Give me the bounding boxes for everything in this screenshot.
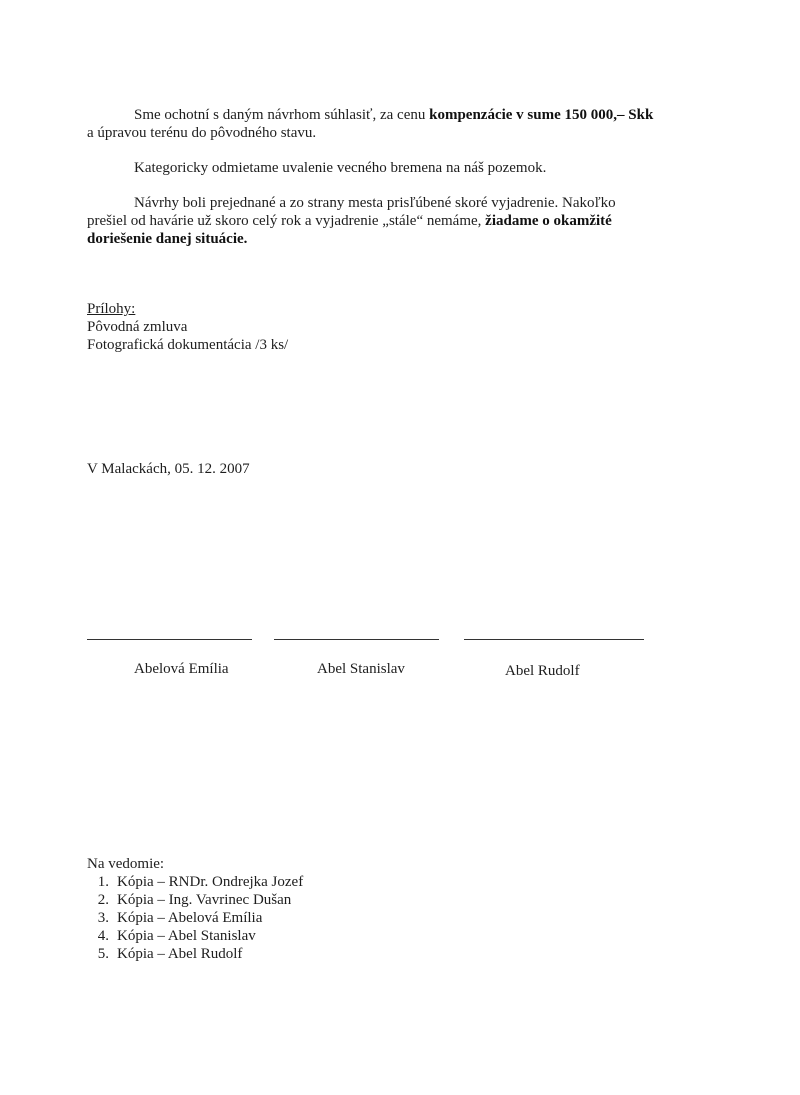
paragraph3-line2 — [87, 212, 612, 230]
copy-list-item — [87, 891, 291, 909]
signature-line-1 — [87, 639, 252, 640]
signature-line-3 — [464, 639, 644, 640]
paragraph1-line1-text: Sme ochotní s daným návrhom súhlasiť, za cenu — [134, 107, 430, 123]
copy-number: 3. — [97, 910, 109, 926]
attachment-item: Pôvodná zmluva — [87, 319, 188, 335]
copy-number: 4. — [97, 928, 109, 944]
paragraph3-line1: Návrhy boli prejednané a zo strany mesta prisľúbené skoré vyjadrenie. Nakoľko — [134, 195, 616, 211]
copy-text: Kópia – Abel Stanislav — [117, 928, 256, 944]
paragraph1-line2: a úpravou terénu do pôvodného stavu. — [87, 125, 317, 141]
signature-name: Abelová Emília — [134, 661, 229, 677]
signature-name: Abel Stanislav — [317, 661, 405, 677]
copy-list-item — [87, 945, 242, 963]
paragraph1-line1 — [134, 106, 653, 124]
copy-list-item — [87, 909, 262, 927]
demand-text: žiadame o okamžité — [485, 213, 612, 229]
signature-line-2 — [274, 639, 439, 640]
copy-text: Kópia – Ing. Vavrinec Dušan — [117, 892, 292, 908]
paragraph2-line1: Kategoricky odmietame uvalenie vecného bremena na náš pozemok. — [134, 160, 547, 176]
copy-text: Kópia – RNDr. Ondrejka Jozef — [117, 874, 304, 890]
demand-text-cont: doriešenie danej situácie. — [87, 231, 248, 247]
attachments-heading: Prílohy: — [87, 301, 136, 317]
attachment-item: Fotografická dokumentácia /3 ks/ — [87, 337, 289, 353]
place-date: V Malackách, 05. 12. 2007 — [87, 461, 250, 477]
copy-text: Kópia – Abel Rudolf — [117, 946, 243, 962]
paragraph3-line2-text: prešiel od havárie už skoro celý rok a vyjadrenie „stále“ nemáme, — [87, 213, 486, 229]
copy-list-item — [87, 873, 303, 891]
compensation-amount: kompenzácie v sume 150 000,– Skk — [429, 107, 654, 123]
copies-heading: Na vedomie: — [87, 856, 165, 872]
copy-number: 5. — [97, 946, 109, 962]
paragraph3-line3 — [87, 230, 247, 248]
copy-text: Kópia – Abelová Emília — [117, 910, 263, 926]
copy-number: 1. — [97, 874, 109, 890]
copy-number: 2. — [97, 892, 109, 908]
signature-name: Abel Rudolf — [505, 663, 580, 679]
copy-list-item — [87, 927, 256, 945]
